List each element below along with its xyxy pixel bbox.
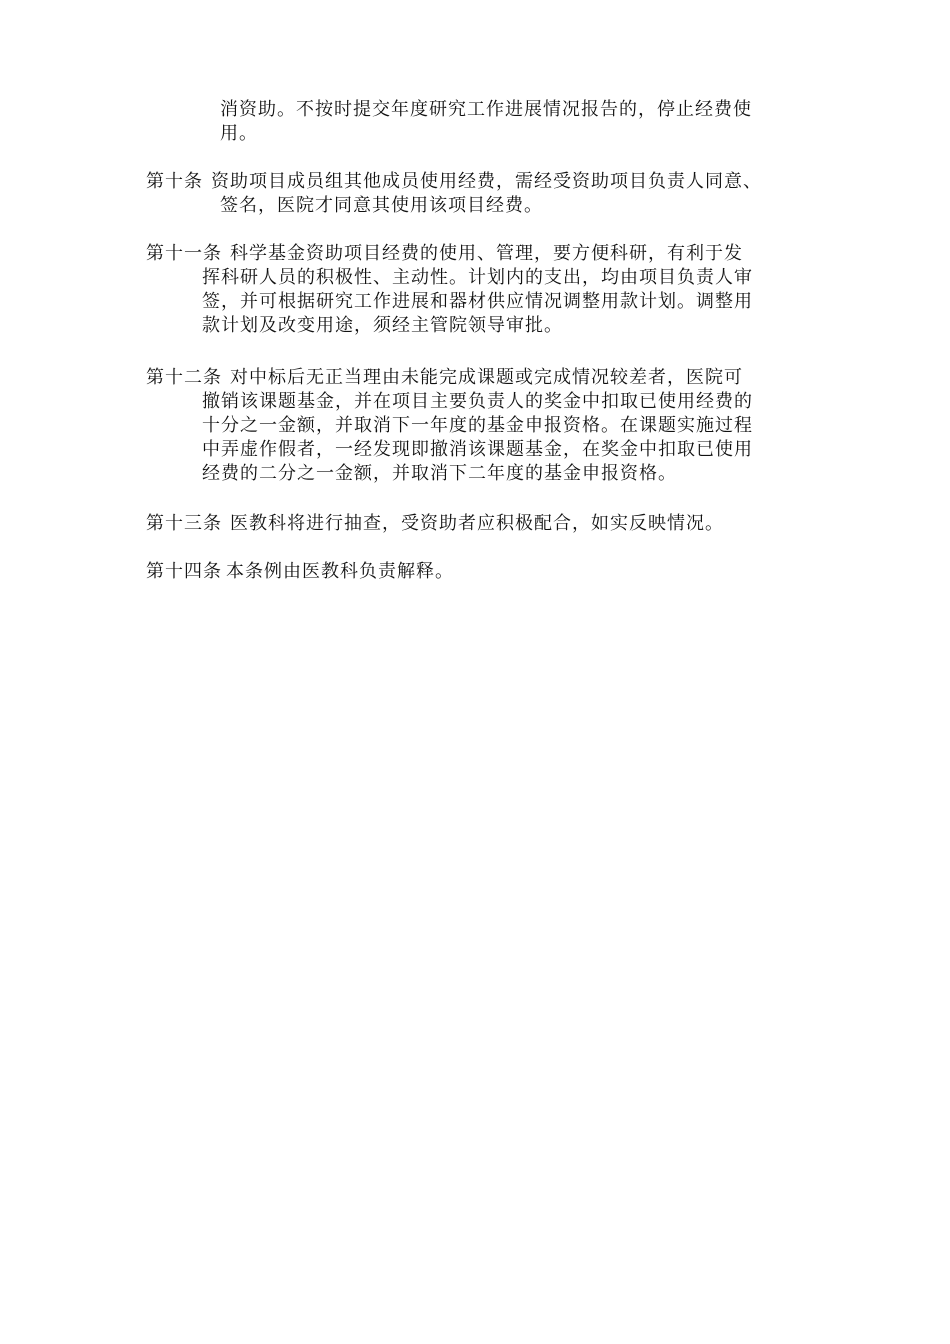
article-first-line bbox=[146, 366, 806, 390]
paragraph-line: 签名，医院才同意其使用该项目经费。 bbox=[220, 195, 543, 216]
article-first-line bbox=[146, 170, 806, 194]
article-text: 医教科将进行抽查，受资助者应积极配合，如实反映情况。 bbox=[230, 513, 724, 534]
article-text: 本条例由医教科负责解释。 bbox=[226, 561, 454, 582]
article-text: 资助项目成员组其他成员使用经费，需经受资助项目负责人同意、 bbox=[211, 171, 762, 192]
continuation-paragraph bbox=[146, 98, 806, 146]
article-10 bbox=[146, 170, 806, 218]
paragraph-line: 中弄虚作假者，一经发现即撤消该课题基金，在奖金中扣取已使用 bbox=[202, 439, 753, 460]
article-12 bbox=[146, 366, 806, 486]
article-number: 第十二条 bbox=[146, 367, 222, 388]
article-13 bbox=[146, 512, 806, 536]
article-first-line bbox=[146, 560, 806, 584]
paragraph-line: 十分之一金额，并取消下一年度的基金申报资格。在课题实施过程 bbox=[202, 415, 753, 436]
article-first-line bbox=[146, 512, 806, 536]
article-11 bbox=[146, 242, 806, 338]
paragraph-line: 撤销该课题基金，并在项目主要负责人的奖金中扣取已使用经费的 bbox=[202, 391, 753, 412]
paragraph-line: 消资助。不按时提交年度研究工作进展情况报告的，停止经费使 bbox=[220, 99, 752, 120]
article-number: 第十三条 bbox=[146, 513, 222, 534]
paragraph-line: 签，并可根据研究工作进展和器材供应情况调整用款计划。调整用 bbox=[202, 291, 753, 312]
article-number: 第十一条 bbox=[146, 243, 222, 264]
paragraph-line: 款计划及改变用途，须经主管院领导审批。 bbox=[202, 315, 563, 336]
paragraph-line: 挥科研人员的积极性、主动性。计划内的支出，均由项目负责人审 bbox=[202, 267, 753, 288]
article-number: 第十四条 bbox=[146, 561, 222, 582]
paragraph-line: 用。 bbox=[220, 123, 258, 144]
article-first-line bbox=[146, 242, 806, 266]
paragraph-line: 经费的二分之一金额，并取消下二年度的基金申报资格。 bbox=[202, 463, 677, 484]
article-text: 科学基金资助项目经费的使用、管理，要方便科研，有利于发 bbox=[230, 243, 743, 264]
article-14 bbox=[146, 560, 806, 584]
article-text: 对中标后无正当理由未能完成课题或完成情况较差者，医院可 bbox=[230, 367, 743, 388]
article-number: 第十条 bbox=[146, 171, 203, 192]
